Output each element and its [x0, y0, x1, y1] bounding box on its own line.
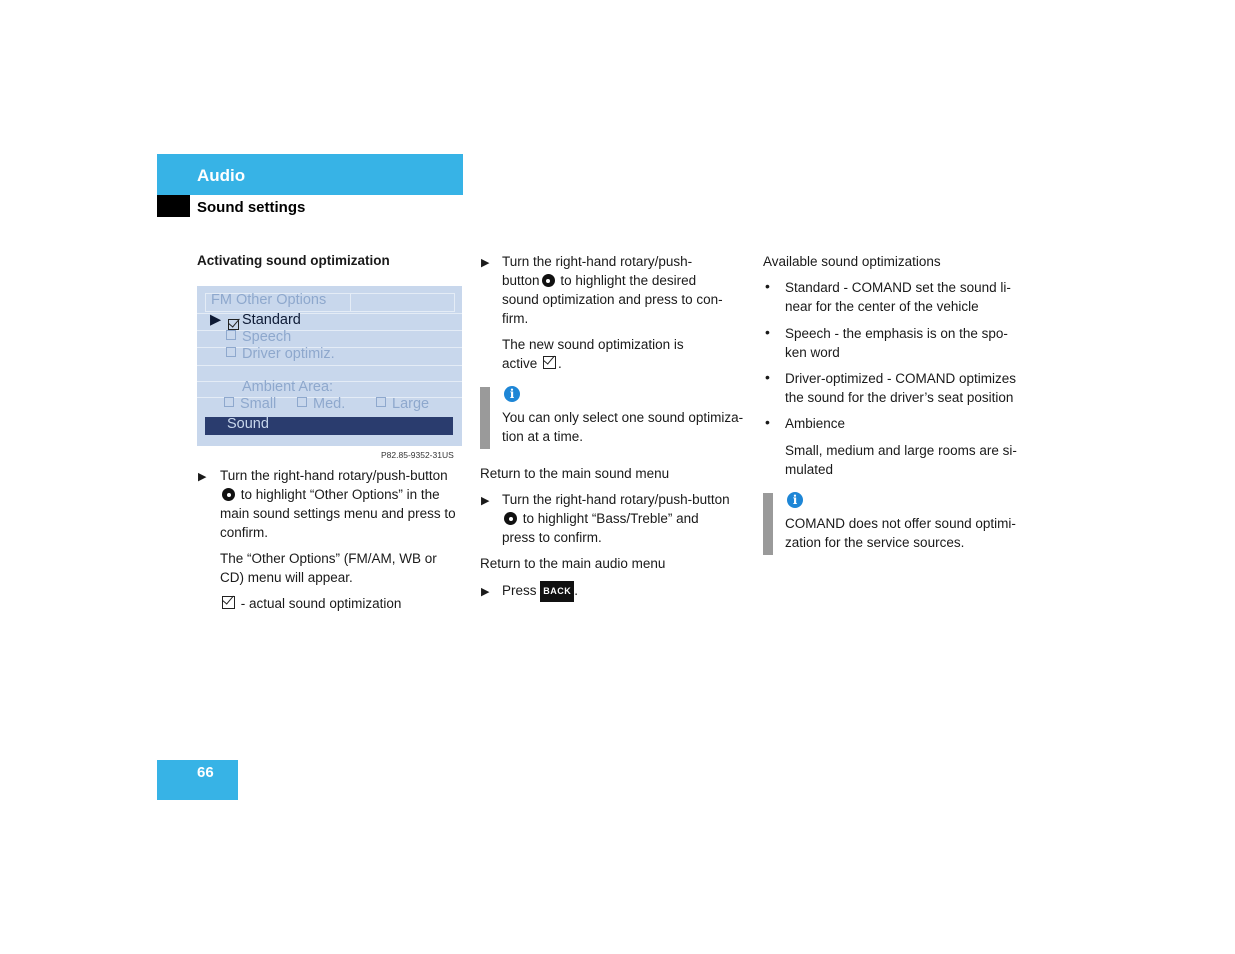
- rotary-knob-icon: [222, 488, 235, 501]
- screen-option-med: Med.: [297, 396, 345, 412]
- col2-press-back: Press BACK .: [502, 581, 578, 602]
- bullet-icon: •: [765, 414, 770, 430]
- col1-note: The “Other Options” (FM/AM, WB or CD) menu will appear.: [220, 551, 437, 585]
- bullet-icon: •: [765, 324, 770, 340]
- screen-selected-arrow: ▶: [210, 312, 222, 328]
- step-arrow-icon: ▶: [198, 471, 207, 483]
- info-icon: i: [787, 492, 803, 508]
- screen-option-small: Small: [224, 396, 276, 412]
- section-title: Audio: [197, 166, 246, 185]
- back-key-icon: BACK: [540, 581, 574, 602]
- screen-item-speech: Speech: [226, 329, 291, 345]
- bullet-icon: •: [765, 278, 770, 294]
- info-icon: i: [504, 386, 520, 402]
- col2-step2: Turn the right-hand rotary/push-button to highlight “Bass/Treble” and press to confirm.: [502, 492, 730, 545]
- screen-option-large: Large: [376, 396, 429, 412]
- ambience-note: Small, medium and large rooms are si- mulated: [785, 443, 1017, 477]
- col3-info-text: COMAND does not offer sound optimi- zation for the service sources.: [785, 516, 1016, 550]
- rotary-knob-icon: [504, 512, 517, 525]
- display-screen-image: [197, 286, 462, 446]
- col1-legend: - actual sound optimization: [220, 594, 401, 613]
- screen-title: FM Other Options: [211, 292, 327, 308]
- screen-ambient-label: Ambient Area:: [242, 379, 334, 395]
- step-arrow-icon: ▶: [481, 495, 490, 507]
- screen-footer-label: Sound: [227, 416, 269, 432]
- bullet-ambience: Ambience: [785, 416, 846, 431]
- info-bar: [763, 493, 773, 555]
- available-heading: Available sound optimizations: [763, 254, 941, 269]
- page-number: 66: [197, 764, 214, 781]
- subsection-title: Sound settings: [197, 199, 306, 216]
- checkbox-checked-icon: [222, 596, 235, 609]
- screen-item-driver: Driver optimiz.: [226, 346, 335, 362]
- return-sound-heading: Return to the main sound menu: [480, 466, 670, 481]
- info-bar: [480, 387, 490, 449]
- checkbox-checked-icon: [543, 356, 556, 369]
- step-arrow-icon: ▶: [481, 257, 490, 269]
- rotary-knob-icon: [542, 274, 555, 287]
- col2-step1: Turn the right-hand rotary/push- button to highlight the desired sound optimization and press to con- firm.: [502, 254, 723, 326]
- subheader-marker: [157, 195, 190, 217]
- bullet-driver: Driver-optimized - COMAND optimizes the sound for the driver’s seat position: [785, 371, 1017, 405]
- activating-heading: Activating sound optimization: [197, 253, 390, 268]
- col2-info-text: You can only select one sound optimiza- tion at a time.: [502, 410, 744, 444]
- screen-item-standard: Standard: [242, 312, 301, 328]
- col2-active-note: The new sound optimization is active .: [502, 337, 684, 371]
- return-audio-heading: Return to the main audio menu: [480, 556, 666, 571]
- bullet-icon: •: [765, 369, 770, 385]
- bullet-standard: Standard - COMAND set the sound li- near for the center of the vehicle: [785, 280, 1011, 314]
- image-code: P82.85-9352-31US: [381, 450, 454, 460]
- bullet-speech: Speech - the emphasis is on the spo- ken word: [785, 326, 1008, 360]
- col1-step1: Turn the right-hand rotary/push-button to highlight “Other Options” in the main sound settings menu and press to confirm.: [220, 468, 456, 540]
- step-arrow-icon: ▶: [481, 586, 490, 598]
